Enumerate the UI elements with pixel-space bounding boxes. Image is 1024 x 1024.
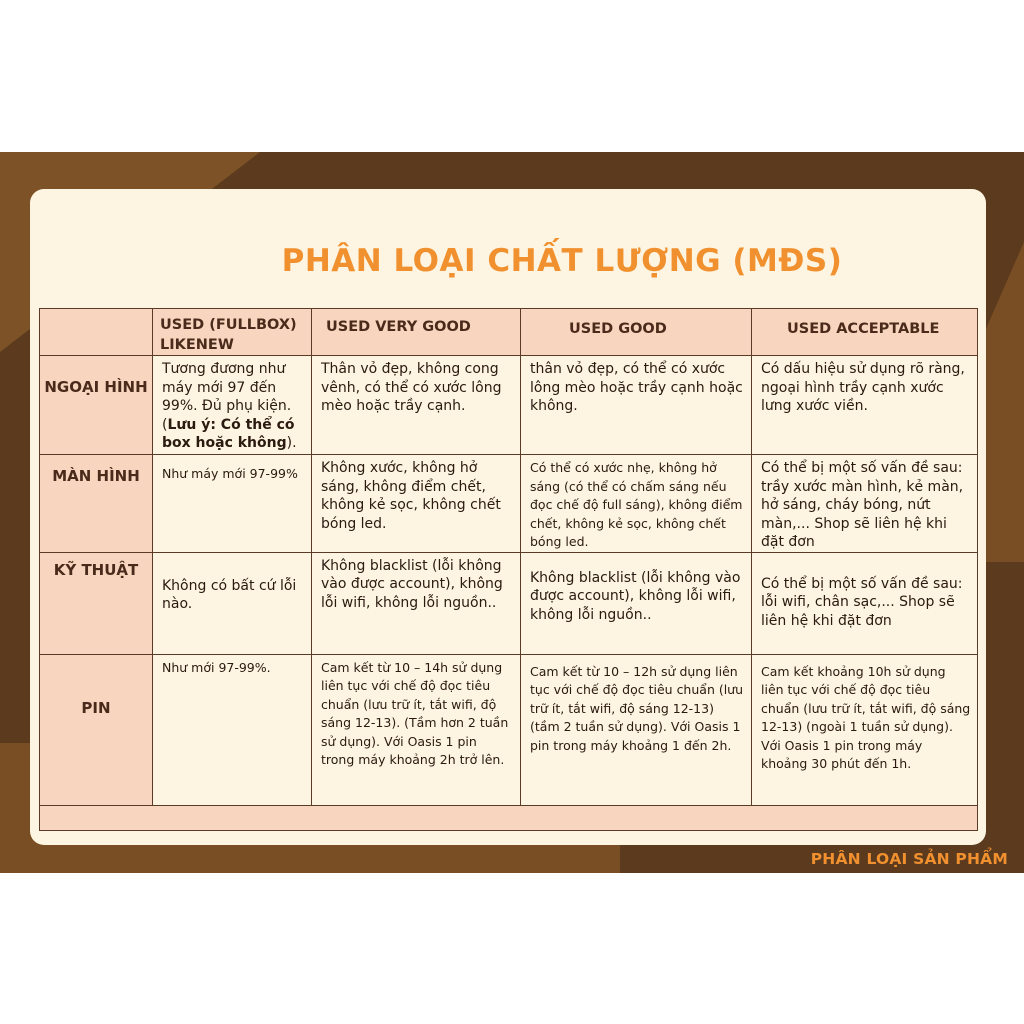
table-cell (153, 654, 312, 805)
table-cell (752, 356, 978, 455)
footer-label: PHÂN LOẠI SẢN PHẨM (810, 850, 1008, 868)
cell-text: Không có bất cứ lỗi nào. (162, 577, 297, 612)
cell-text: Có thể bị một số vấn đề sau: lỗi wifi, chân sạc,... Shop sẽ liên hệ khi đặt đơn (761, 575, 963, 629)
table-row (40, 356, 978, 455)
cell-text: Thân vỏ đẹp, không cong vênh, có thể có xước lông mèo hoặc trầy cạnh. (321, 361, 502, 414)
table-row (40, 552, 978, 654)
note-bold: Lưu ý: Có thể có box hoặc không (162, 416, 295, 451)
cell-text: Có thể có xước nhẹ, không hở sáng (có thể có chấm sáng nếu đọc chế độ full sáng), không điểm chết, không kẻ sọc, không chết bóng led. (530, 460, 743, 549)
table-cell (521, 654, 752, 805)
table-cell (312, 455, 521, 553)
table-cell (752, 552, 978, 654)
cell-text: Như máy mới 97-99% (162, 466, 298, 481)
table-cell (521, 455, 752, 553)
header-acceptable (752, 309, 978, 356)
cell-text: Không xước, không hở sáng, không điểm chết, không kẻ sọc, không chết bóng led. (321, 460, 501, 532)
row-label-ngoai-hinh (40, 356, 153, 455)
cell-text: Không blacklist (lỗi không vào được account), không lỗi wifi, không lỗi nguồn.. (321, 557, 503, 611)
header-empty (40, 309, 153, 356)
table-footer-row (40, 805, 978, 830)
page-title: PHÂN LOẠI CHẤT LƯỢNG (MĐS) (281, 243, 843, 279)
table-cell (752, 654, 978, 805)
cell-content (153, 356, 311, 453)
header-likenew (153, 309, 312, 356)
header-likenew-label: USED (FULLBOX) LIKENEW (160, 317, 297, 353)
table-cell (312, 552, 521, 654)
header-good-label: USED GOOD (569, 321, 667, 337)
row-label-text: PIN (81, 698, 111, 717)
note-prefix: ( (162, 416, 168, 433)
row-label-text: NGOẠI HÌNH (44, 378, 148, 396)
table-cell (752, 455, 978, 553)
note-suffix: ). (286, 435, 297, 451)
table-cell (312, 654, 521, 805)
table-cell (521, 552, 752, 654)
cell-text: Cam kết từ 10 – 14h sử dụng liên tục với chế độ đọc tiêu chuẩn (lưu trữ ít, tắt wifi, độ sáng 12-13). (Tầm hơn 2 tuần sử dụng). Với Oasis 1 pin trong máy khoảng 2h trở lên. (321, 659, 509, 767)
row-label-text: KỸ THUẬT (53, 560, 139, 579)
cell-text: Có thể bị một số vấn đề sau: trầy xước màn hình, kẻ màn, hở sáng, cháy bóng, nứt màn,... Shop sẽ liên hệ khi đặt đơn (761, 460, 964, 550)
cell-text: Không blacklist (lỗi không vào được account), không lỗi wifi, không lỗi nguồn.. (530, 569, 741, 623)
cell-text: Có dấu hiệu sử dụng rõ ràng, ngoại hình trầy cạnh xước lưng xước viền. (761, 361, 965, 414)
table-row (40, 455, 978, 553)
table-footer-strip (40, 805, 978, 830)
table-cell (153, 552, 312, 654)
quality-table (39, 308, 978, 831)
table-cell (153, 455, 312, 553)
row-label-man-hinh (40, 455, 153, 553)
table-cell (153, 356, 312, 455)
table-row (40, 654, 978, 805)
table-cell (521, 356, 752, 455)
row-label-pin (40, 654, 153, 805)
cell-text: Cam kết từ 10 – 12h sử dụng liên tục với chế độ đọc tiêu chuẩn (lưu trữ ít, tắt wifi, độ sáng 12-13) (tầm 2 tuần sử dụng). Với Oasis 1 pin trong máy khoảng 1 đến 2h. (530, 663, 744, 753)
row-label-ky-thuat (40, 552, 153, 654)
header-row (40, 309, 978, 356)
cell-text: thân vỏ đẹp, có thể có xước lông mèo hoặc trầy cạnh hoặc không. (530, 361, 743, 414)
row-label-text: MÀN HÌNH (52, 467, 140, 485)
header-good (521, 309, 752, 356)
cell-text: Cam kết khoảng 10h sử dụng liên tục với chế độ đọc tiêu chuẩn (lưu trữ ít, tắt wifi, độ sáng 12-13) (ngoài 1 tuần sử dụng). Với Oasis 1 pin trong máy khoảng 30 phút đến 1h. (761, 663, 971, 771)
cell-text: Tương đương như máy mới 97 đến 99%. Đủ phụ kiện. (162, 361, 292, 414)
cell-text: Như mới 97-99%. (162, 659, 271, 675)
table-cell (312, 356, 521, 455)
header-acceptable-label: USED ACCEPTABLE (787, 321, 940, 337)
header-very-good-label: USED VERY GOOD (326, 319, 471, 335)
header-very-good (312, 309, 521, 356)
